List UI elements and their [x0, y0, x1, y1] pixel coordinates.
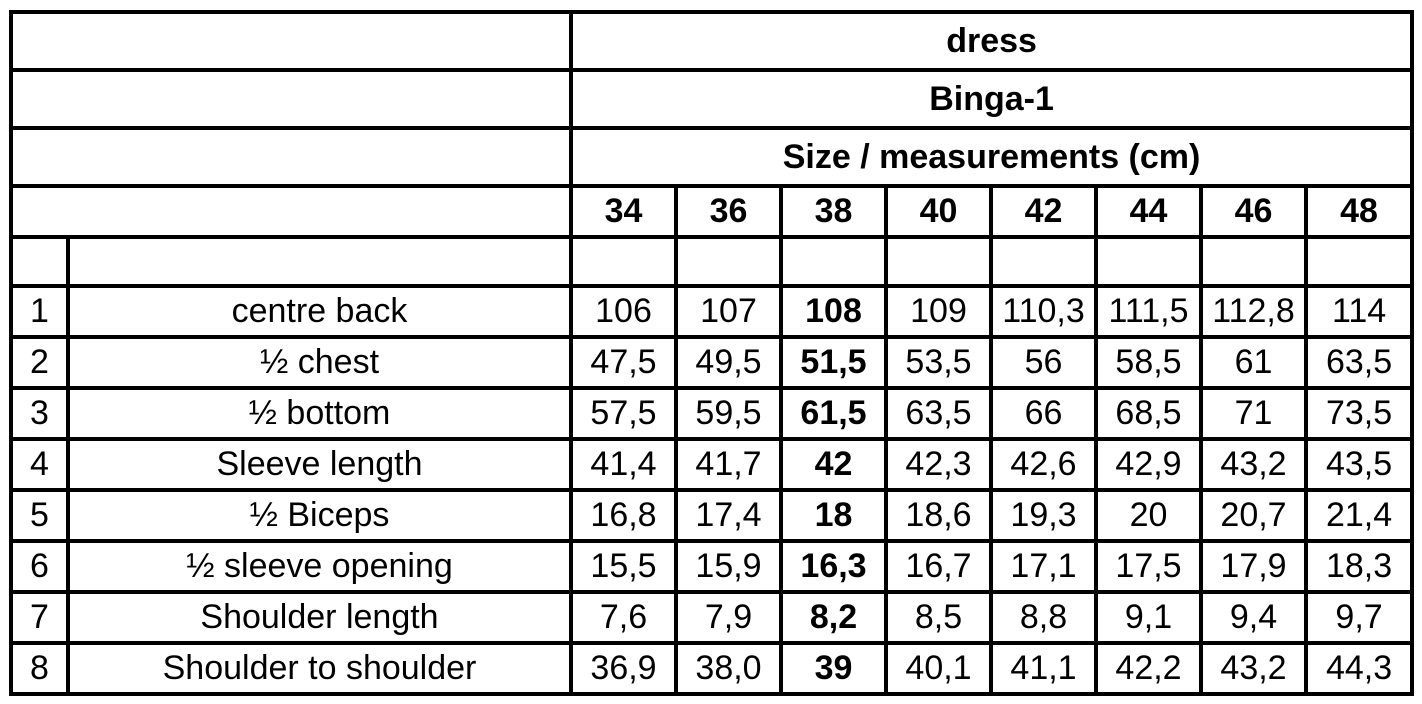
- measurement-value-cell: 43,5: [1306, 439, 1412, 490]
- spacer-cell: [1201, 237, 1306, 286]
- row-number-cell: 3: [11, 388, 68, 439]
- spacer-cell: [1096, 237, 1201, 286]
- measurement-row: [11, 286, 1412, 337]
- measurement-value-cell: 114: [1306, 286, 1412, 337]
- measurement-value-cell: 109: [886, 286, 991, 337]
- measurement-row: [11, 643, 1412, 694]
- size-label-cell: 42: [991, 186, 1096, 237]
- measurement-value-cell: 17,4: [676, 490, 781, 541]
- measurement-value-cell: 73,5: [1306, 388, 1412, 439]
- measurement-value-cell: 49,5: [676, 337, 781, 388]
- measurement-value-cell: 51,5: [781, 337, 886, 388]
- measurement-value-cell: 16,8: [571, 490, 676, 541]
- row-number-cell: 7: [11, 592, 68, 643]
- measurement-value-cell: 20,7: [1201, 490, 1306, 541]
- product-type-row: [11, 12, 1412, 70]
- size-label-cell: 48: [1306, 186, 1412, 237]
- measurement-value-cell: 36,9: [571, 643, 676, 694]
- measurement-label-cell: ½ sleeve opening: [68, 541, 571, 592]
- measurement-rows: [11, 286, 1412, 694]
- measurement-value-cell: 108: [781, 286, 886, 337]
- measurement-value-cell: 63,5: [1306, 337, 1412, 388]
- measurement-value-cell: 110,3: [991, 286, 1096, 337]
- header-left-empty-cell: [11, 128, 571, 186]
- size-label-cell: 44: [1096, 186, 1201, 237]
- measurement-row: [11, 541, 1412, 592]
- product-type-title: dress: [571, 12, 1412, 70]
- measurement-value-cell: 9,4: [1201, 592, 1306, 643]
- model-name-row: [11, 70, 1412, 128]
- measurement-value-cell: 41,1: [991, 643, 1096, 694]
- size-label-cell: 34: [571, 186, 676, 237]
- measurement-value-cell: 38,0: [676, 643, 781, 694]
- measurement-value-cell: 42,6: [991, 439, 1096, 490]
- measurement-value-cell: 39: [781, 643, 886, 694]
- measurement-row: [11, 337, 1412, 388]
- measurement-value-cell: 19,3: [991, 490, 1096, 541]
- row-number-cell: 1: [11, 286, 68, 337]
- measurement-value-cell: 42,3: [886, 439, 991, 490]
- measurement-value-cell: 112,8: [1201, 286, 1306, 337]
- measurement-value-cell: 18,6: [886, 490, 991, 541]
- measurement-label-cell: Shoulder length: [68, 592, 571, 643]
- measurement-value-cell: 111,5: [1096, 286, 1201, 337]
- measurement-value-cell: 44,3: [1306, 643, 1412, 694]
- measurement-value-cell: 43,2: [1201, 643, 1306, 694]
- spacer-cell: [676, 237, 781, 286]
- measurement-value-cell: 68,5: [1096, 388, 1201, 439]
- spacer-cell: [1306, 237, 1412, 286]
- measurement-row: [11, 490, 1412, 541]
- measurement-value-cell: 59,5: [676, 388, 781, 439]
- spacer-cell: [991, 237, 1096, 286]
- header-left-empty-cell: [11, 70, 571, 128]
- measurement-value-cell: 17,5: [1096, 541, 1201, 592]
- row-number-cell: 5: [11, 490, 68, 541]
- row-number-cell: 6: [11, 541, 68, 592]
- spacer-number-cell: [11, 237, 68, 286]
- spacer-cell: [571, 237, 676, 286]
- spacer-label-cell: [68, 237, 571, 286]
- measurement-label-cell: ½ Biceps: [68, 490, 571, 541]
- size-chart-table: [9, 10, 1414, 696]
- measurement-value-cell: 58,5: [1096, 337, 1201, 388]
- measurement-value-cell: 18,3: [1306, 541, 1412, 592]
- header-left-empty-cell: [11, 12, 571, 70]
- measurement-value-cell: 43,2: [1201, 439, 1306, 490]
- measurement-value-cell: 63,5: [886, 388, 991, 439]
- measurement-value-cell: 9,7: [1306, 592, 1412, 643]
- measurement-label-cell: Shoulder to shoulder: [68, 643, 571, 694]
- measurement-value-cell: 18: [781, 490, 886, 541]
- measurement-value-cell: 61,5: [781, 388, 886, 439]
- measurement-value-cell: 7,6: [571, 592, 676, 643]
- measurement-value-cell: 41,4: [571, 439, 676, 490]
- measurement-value-cell: 42,9: [1096, 439, 1201, 490]
- measurement-value-cell: 42: [781, 439, 886, 490]
- measurement-value-cell: 8,5: [886, 592, 991, 643]
- measurement-value-cell: 7,9: [676, 592, 781, 643]
- row-number-cell: 8: [11, 643, 68, 694]
- spacer-row: [11, 237, 1412, 286]
- measurement-value-cell: 71: [1201, 388, 1306, 439]
- measurement-value-cell: 42,2: [1096, 643, 1201, 694]
- measurement-value-cell: 56: [991, 337, 1096, 388]
- measurement-value-cell: 16,7: [886, 541, 991, 592]
- measurement-value-cell: 53,5: [886, 337, 991, 388]
- measurement-value-cell: 17,9: [1201, 541, 1306, 592]
- size-labels-row: [11, 186, 1412, 237]
- measurement-value-cell: 20: [1096, 490, 1201, 541]
- measurement-value-cell: 41,7: [676, 439, 781, 490]
- measurement-value-cell: 15,5: [571, 541, 676, 592]
- measurement-row: [11, 592, 1412, 643]
- measurement-value-cell: 106: [571, 286, 676, 337]
- measurement-value-cell: 40,1: [886, 643, 991, 694]
- measurement-value-cell: 8,8: [991, 592, 1096, 643]
- measurement-row: [11, 439, 1412, 490]
- measurement-value-cell: 61: [1201, 337, 1306, 388]
- size-label-cell: 36: [676, 186, 781, 237]
- measurement-value-cell: 47,5: [571, 337, 676, 388]
- measurement-value-cell: 57,5: [571, 388, 676, 439]
- size-measurements-title: Size / measurements (cm): [571, 128, 1412, 186]
- measurement-value-cell: 17,1: [991, 541, 1096, 592]
- size-label-cell: 38: [781, 186, 886, 237]
- measurement-value-cell: 9,1: [1096, 592, 1201, 643]
- model-name-title: Binga-1: [571, 70, 1412, 128]
- measurement-label-cell: centre back: [68, 286, 571, 337]
- row-number-cell: 4: [11, 439, 68, 490]
- measurement-label-cell: ½ bottom: [68, 388, 571, 439]
- header-left-empty-cell: [11, 186, 571, 237]
- measurement-value-cell: 21,4: [1306, 490, 1412, 541]
- size-label-cell: 40: [886, 186, 991, 237]
- spacer-cell: [886, 237, 991, 286]
- size-measurements-header-row: [11, 128, 1412, 186]
- measurement-label-cell: ½ chest: [68, 337, 571, 388]
- measurement-value-cell: 107: [676, 286, 781, 337]
- measurement-value-cell: 15,9: [676, 541, 781, 592]
- measurement-label-cell: Sleeve length: [68, 439, 571, 490]
- spacer-cell: [781, 237, 886, 286]
- size-label-cell: 46: [1201, 186, 1306, 237]
- measurement-value-cell: 8,2: [781, 592, 886, 643]
- measurement-row: [11, 388, 1412, 439]
- row-number-cell: 2: [11, 337, 68, 388]
- measurement-value-cell: 66: [991, 388, 1096, 439]
- measurement-value-cell: 16,3: [781, 541, 886, 592]
